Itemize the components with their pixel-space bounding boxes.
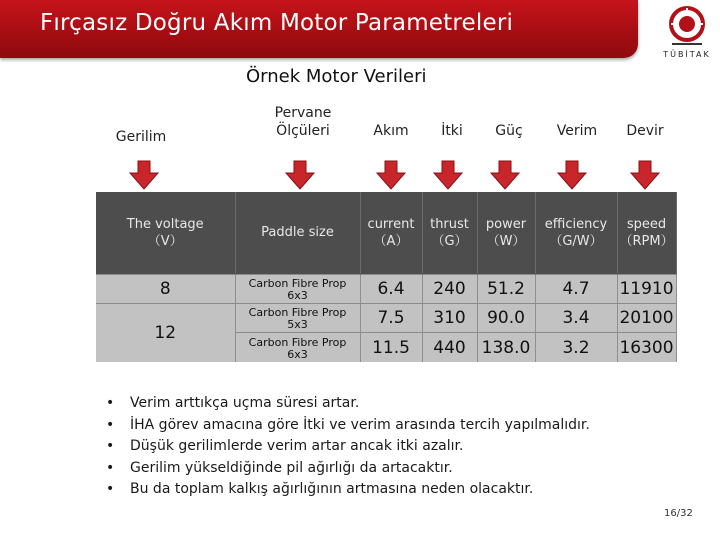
table-header-row bbox=[96, 192, 676, 274]
label-akim: Akım bbox=[373, 123, 409, 139]
bullet-icon: • bbox=[106, 481, 115, 497]
list-item bbox=[106, 415, 590, 437]
list-item bbox=[106, 436, 590, 458]
cell-current: 7.5 bbox=[360, 303, 422, 332]
cell-speed: 20100 bbox=[617, 303, 676, 332]
title-banner bbox=[0, 0, 638, 58]
header-thrust: thrust （G） bbox=[422, 192, 477, 274]
table-row bbox=[96, 274, 676, 303]
cell-power: 138.0 bbox=[477, 333, 535, 362]
cell-prop: Carbon Fibre Prop 5x3 bbox=[235, 303, 360, 332]
header-efficiency: efficiency （G/W） bbox=[535, 192, 617, 274]
cell-speed: 16300 bbox=[617, 333, 676, 362]
logo-text: TÜBİTAK bbox=[663, 50, 711, 59]
notes-bullet-list bbox=[106, 393, 590, 501]
down-arrow-icon bbox=[375, 160, 407, 190]
bullet-icon: • bbox=[106, 416, 115, 433]
list-item-text: Bu da toplam kalkış ağırlığının artmasına neden olacaktır. bbox=[130, 481, 534, 497]
page-number: 16/32 bbox=[664, 508, 693, 519]
cell-current: 6.4 bbox=[360, 274, 422, 303]
cell-power: 51.2 bbox=[477, 274, 535, 303]
section-subtitle: Örnek Motor Verileri bbox=[246, 66, 427, 87]
label-itki: İtki bbox=[441, 123, 463, 139]
down-arrow-icon bbox=[284, 160, 316, 190]
list-item-text: Düşük gerilimlerde verim artar ancak itki azalır. bbox=[130, 438, 464, 454]
table-row bbox=[96, 303, 676, 332]
down-arrow-icon bbox=[489, 160, 521, 190]
label-verim: Verim bbox=[556, 123, 598, 139]
label-pervane: Pervane Ölçüleri bbox=[274, 105, 332, 139]
list-item bbox=[106, 479, 590, 501]
down-arrow-icon bbox=[432, 160, 464, 190]
bullet-icon: • bbox=[106, 459, 115, 476]
cell-efficiency: 3.2 bbox=[535, 333, 617, 362]
header-paddle-size: Paddle size bbox=[235, 192, 360, 274]
cell-power: 90.0 bbox=[477, 303, 535, 332]
down-arrow-icon bbox=[629, 160, 661, 190]
down-arrow-icon bbox=[556, 160, 588, 190]
cell-thrust: 310 bbox=[422, 303, 477, 332]
header-voltage: The voltage （V） bbox=[96, 192, 235, 274]
cell-prop: Carbon Fibre Prop 6x3 bbox=[235, 274, 360, 303]
down-arrow-icon bbox=[128, 160, 160, 190]
bullet-icon: • bbox=[106, 438, 115, 454]
list-item bbox=[106, 458, 590, 480]
list-item-text: İHA görev amacına göre İtki ve verim arasında tercih yapılmalıdır. bbox=[130, 416, 590, 433]
list-item-text: Gerilim yükseldiğinde pil ağırlığı da artacaktır. bbox=[130, 459, 453, 476]
cell-speed: 11910 bbox=[617, 274, 676, 303]
list-item-text: Verim arttıkça uçma süresi artar. bbox=[130, 395, 360, 411]
cell-voltage: 8 bbox=[96, 274, 235, 303]
header-speed: speed （RPM） bbox=[617, 192, 676, 274]
header-power: power （W） bbox=[477, 192, 535, 274]
header-current: current （A） bbox=[360, 192, 422, 274]
cell-thrust: 440 bbox=[422, 333, 477, 362]
slide-title: Fırçasız Doğru Akım Motor Parametreleri bbox=[40, 10, 514, 36]
cell-efficiency: 4.7 bbox=[535, 274, 617, 303]
list-item bbox=[106, 393, 590, 415]
bullet-icon: • bbox=[106, 395, 115, 411]
cell-voltage: 12 bbox=[96, 303, 235, 362]
cell-current: 11.5 bbox=[360, 333, 422, 362]
cell-prop: Carbon Fibre Prop 6x3 bbox=[235, 333, 360, 362]
label-gerilim: Gerilim bbox=[115, 129, 167, 145]
motor-data-table bbox=[96, 192, 677, 362]
label-guc: Güç bbox=[495, 123, 523, 139]
cell-efficiency: 3.4 bbox=[535, 303, 617, 332]
label-devir: Devir bbox=[626, 123, 664, 139]
cell-thrust: 240 bbox=[422, 274, 477, 303]
